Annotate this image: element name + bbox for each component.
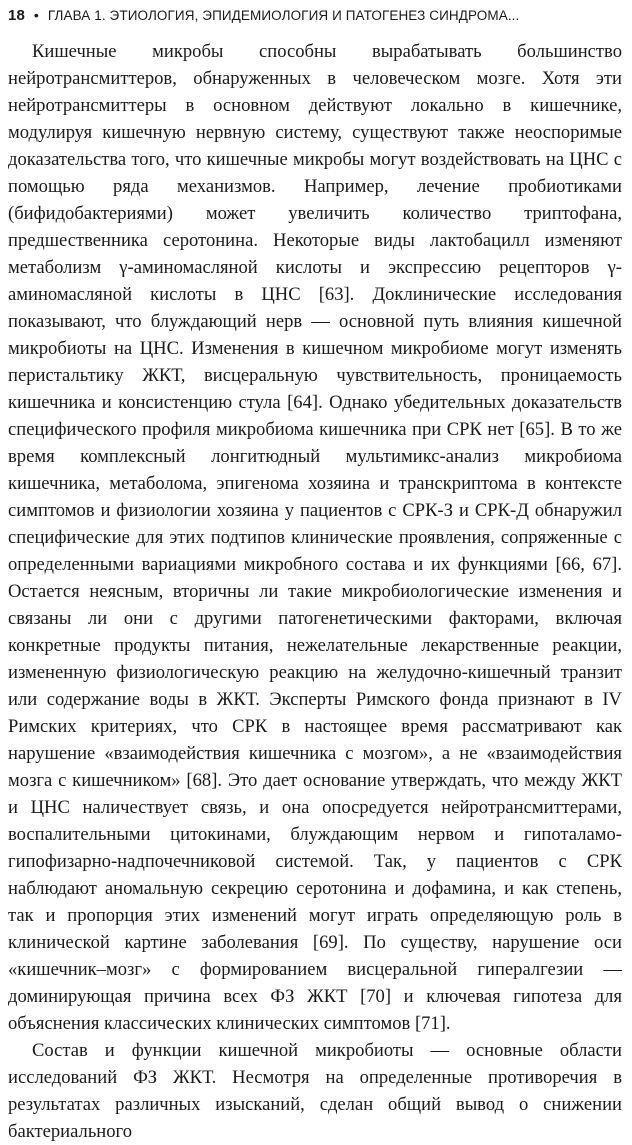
- paragraph-2: Состав и функции кишечной микробиоты — основные области исследований ФЗ ЖКТ. Несмотря на определенные противоречия в результатах различных изысканий, сделан общий вывод о снижении бактериального: [8, 1040, 622, 1142]
- paragraph-1: Кишечные микробы способны вырабатывать большинство нейротрансмиттеров, обнаруженных в человеческом мозге. Хотя эти нейротрансмиттеры в основном действуют локально в кишечнике, модулируя кишечную нервную систему, существуют также неоспоримые доказательства того, что кишечные микробы могут воздействовать на ЦНС с помощью ряда механизмов. Например, лечение пробиотиками (бифидобактериями) может увеличить количество триптофана, предшественника серотонина. Некоторые виды лактобацилл изменяют метаболизм γ-аминомасляной кислоты и экспрессию рецепторов γ-аминомасляной кислоты в ЦНС [63]. Доклинические исследования показывают, что блуждающий нерв — основной путь влияния кишечной микробиоты на ЦНС. Изменения в кишечном микробиоме могут изменять перистальтику ЖКТ, висцеральную чувствительность, проницаемость кишечника и консистенцию стула [64]. Однако убедительных доказательств специфического профиля микробиома кишечника при СРК нет [65]. В то же время комплексный лонгитюдный мультимикс-анализ микробиома кишечника, метаболома, эпигенома хозяина и транскриптома в контексте симптомов и физиологии хозяина у пациентов с СРК-З и СРК-Д обнаружил специфические для этих подтипов клинические проявления, сопряженные с определенными вариациями микробного состава и их функциями [66, 67]. Остается неясным, вторичны ли такие микробиологические изменения и связаны ли они с другими патогенетическими факторами, включая конкретные продукты питания, нежелательные лекарственные реакции, измененную физиологическую реакцию на желудочно-кишечный транзит или содержание воды в ЖКТ. Эксперты Римского фонда признают в IV Римских критериях, что СРК в настоящее время рассматривают как нарушение «взаимодействия кишечника с мозгом», а не «взаимодействия мозга с кишечником» [68]. Это дает основание утверждать, что между ЖКТ и ЦНС наличествует связь, и она опосредуется нейротрансмиттерами, воспалительными цитокинами, блуждающим нервом и гипоталамо-гипофизарно-надпочечниковой системой. Так, у пациентов с СРК наблюдают аномальную секрецию серотонина и дофамина, и как степень, так и пропорция этих изменений могут играть определяющую роль в клинической картине заболевания [69]. По существу, нарушение оси «кишечник–мозг» с формированием висцеральной гипералгезии — доминирующая причина всех ФЗ ЖКТ [70] и ключевая гипотеза для объяснения классических клинических симптомов [71].: [8, 41, 622, 1034]
- book-page: [0, 2, 632, 1142]
- page-number: 18: [8, 6, 25, 24]
- chapter-title: ГЛАВА 1. ЭТИОЛОГИЯ, ЭПИДЕМИОЛОГИЯ И ПАТОГЕНЕЗ СИНДРОМА...: [47, 7, 520, 23]
- bullet-separator: •: [33, 7, 39, 23]
- body-text: [8, 38, 622, 1145]
- running-header: [8, 2, 622, 28]
